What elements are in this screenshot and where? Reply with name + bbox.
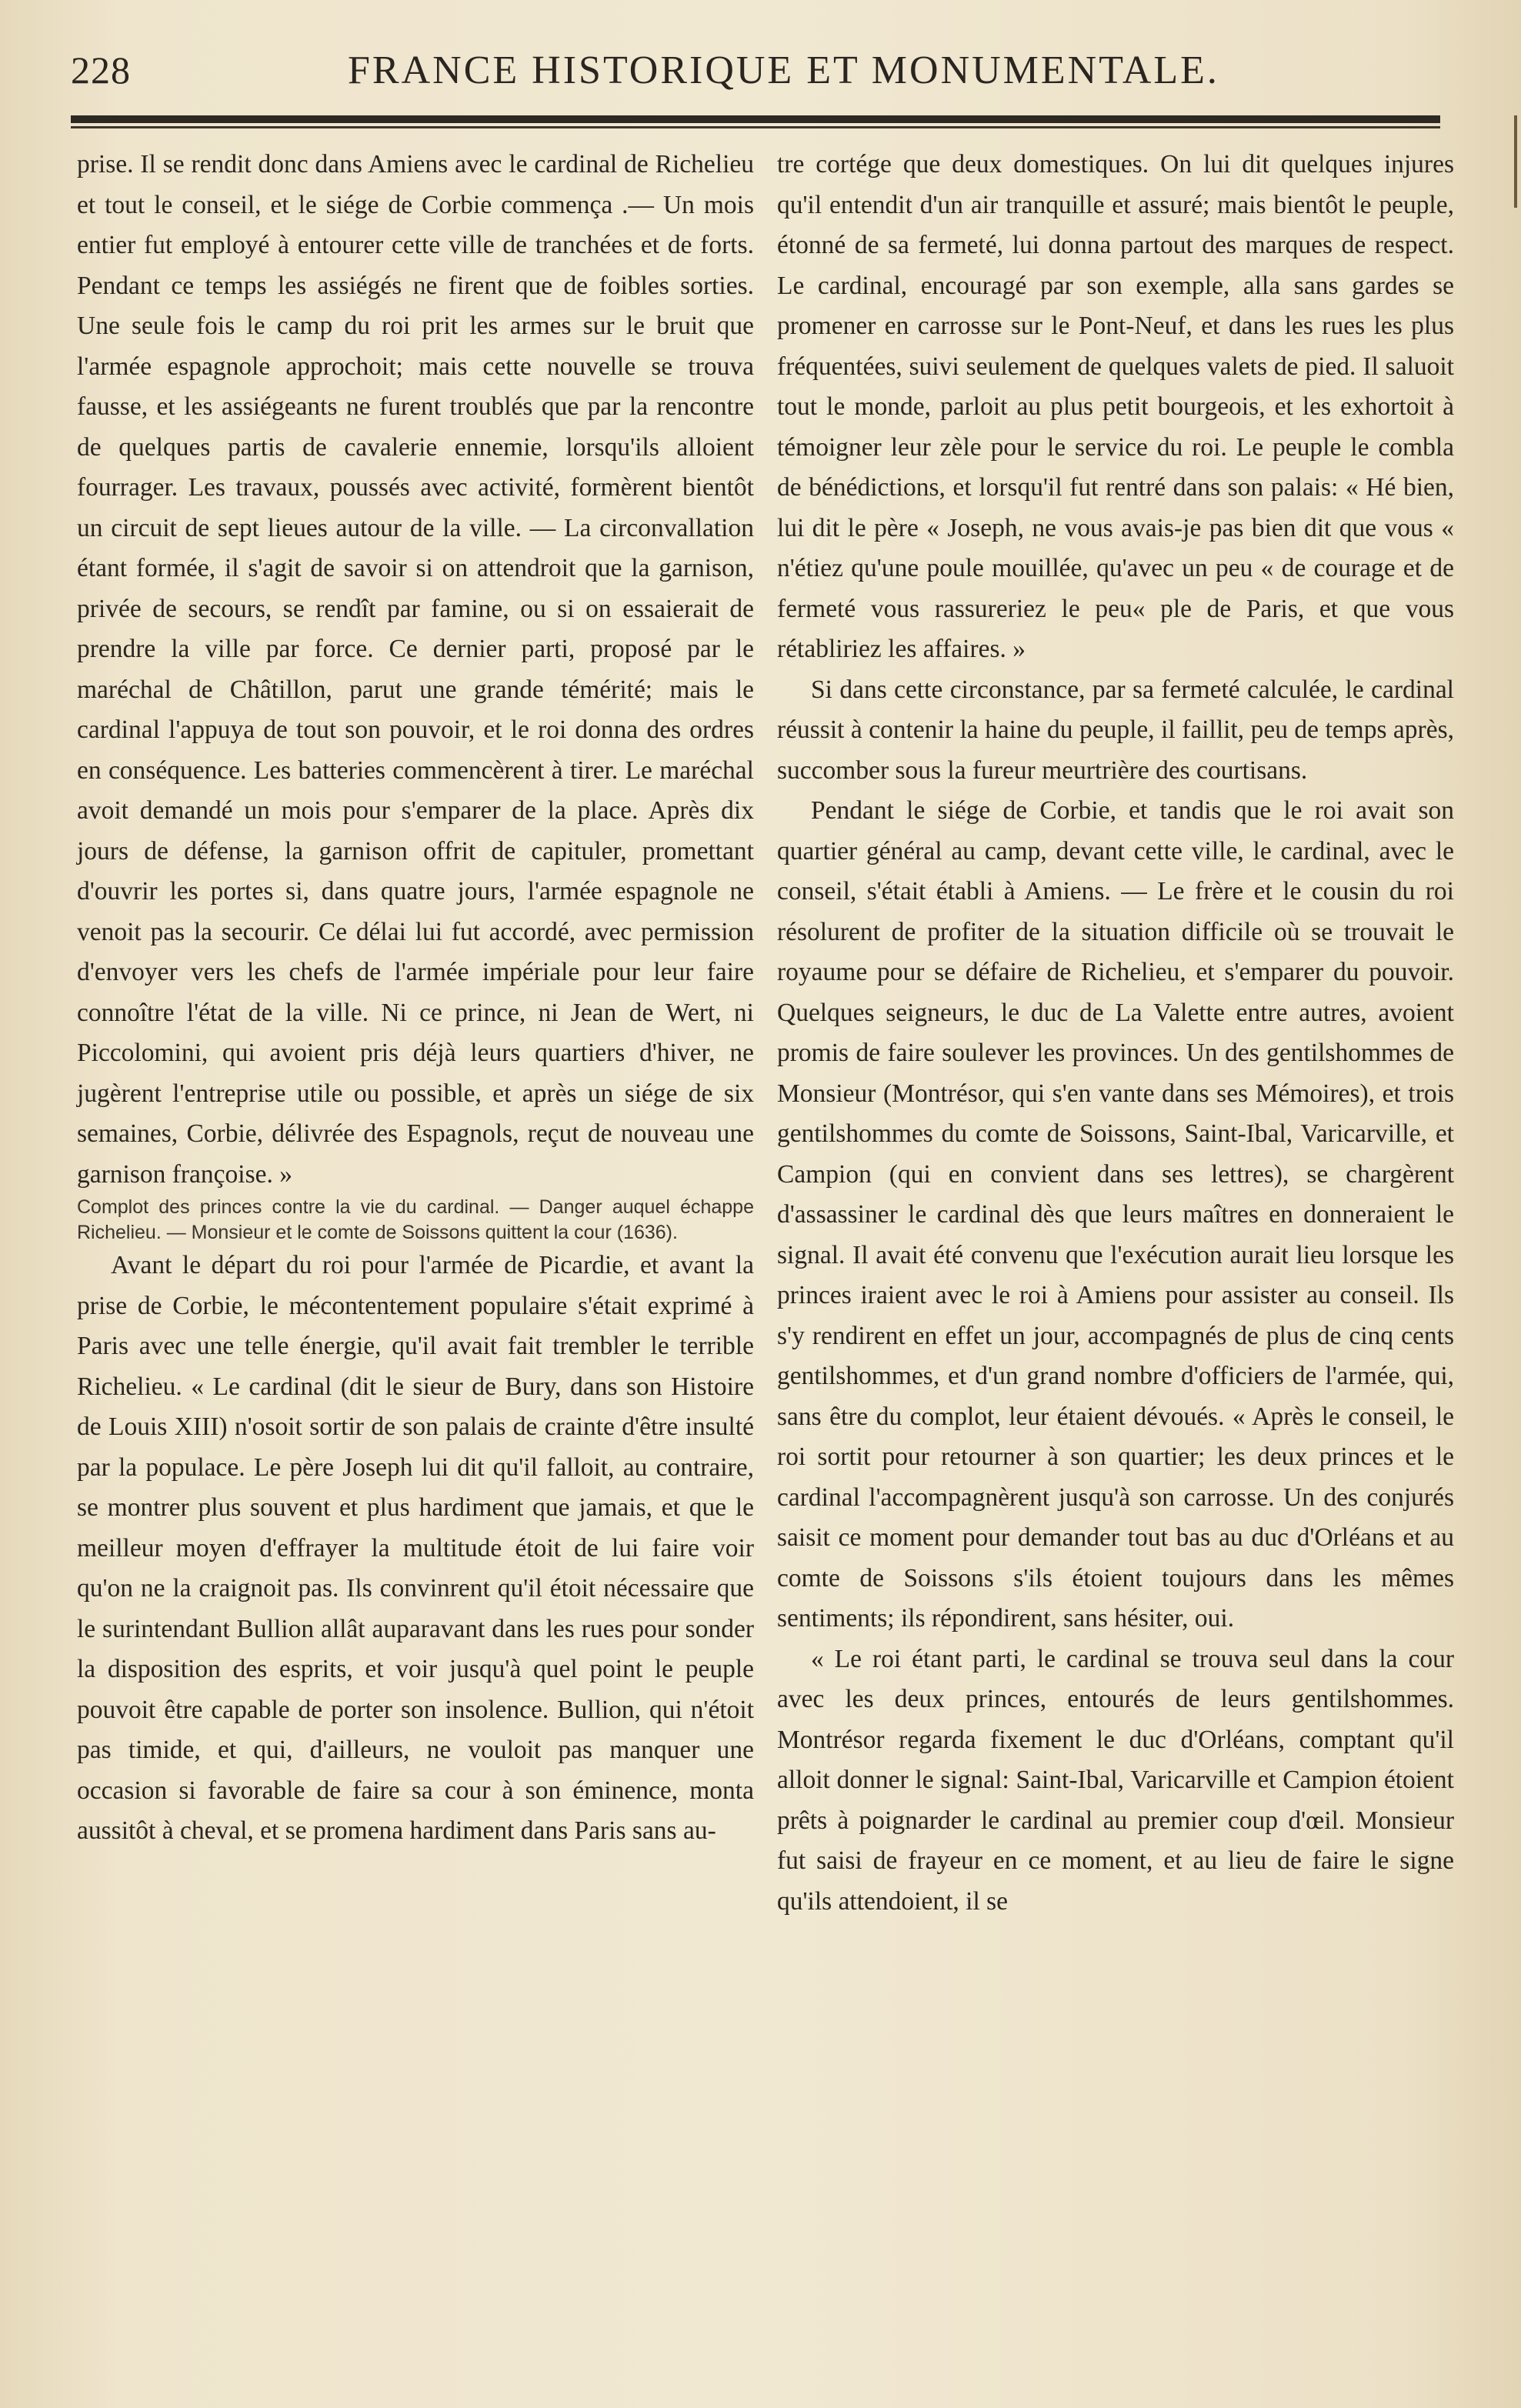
left-column: [77, 145, 754, 1852]
section-summary: Complot des princes contre la vie du cardinal. — Danger auquel échappe Richelieu. — Monsieur et le comte de Soissons quittent la cour (1636).: [77, 1196, 754, 1243]
header-rule-thick: [71, 115, 1440, 123]
header-rule-thin: [71, 126, 1440, 128]
right-paragraph-2: Si dans cette circonstance, par sa fermeté calculée, le cardinal réussit à contenir la haine du peuple, il faillit, peu de temps après, succomber sous la fureur meurtrière des courtisans.: [777, 675, 1454, 785]
page-number: 228: [71, 48, 131, 92]
right-paragraph-4: « Le roi étant parti, le cardinal se trouva seul dans la cour avec les deux princes, entourés de leurs gentilshommes. Montrésor regarda fixement le duc d'Orléans, comptant qu'il alloit donner le signal: Saint-Ibal, Varicarville et Campion étoient prêts à poignarder le cardinal au premier coup d'œil. Monsieur fut saisi de frayeur en ce moment, et au lieu de faire le signe qu'ils attendoient, il se: [777, 1644, 1454, 1916]
right-paragraph-3: Pendant le siége de Corbie, et tandis que le roi avait son quartier général au camp, devant cette ville, le cardinal, avec le conseil, s'était établi à Amiens. — Le frère et le cousin du roi résolurent de profiter de la situation difficile où se trouvait le royaume pour se défaire de Richelieu, et s'emparer du pouvoir. Quelques seigneurs, le duc de La Valette entre autres, avoient promis de faire soulever les provinces. Un des gentilshommes de Monsieur (Montrésor, qui s'en vante dans ses Mémoires), et trois gentilshommes du comte de Soissons, Saint-Ibal, Varicarville, et Campion (qui en convient dans ses lettres), se chargèrent d'assassiner le cardinal dès que leurs maîtres en donneraient le signal. Il avait été convenu que l'exécution aurait lieu lorsque les princes iraient avec le roi à Amiens pour assister au conseil. Ils s'y rendirent en effet un jour, accompagnés de plus de cinq cents gentilshommes, et d'un grand nombre d'officiers de l'armée, qui, sans être du complot, leur étaient dévoués. « Après le conseil, le roi sortit pour retourner à son quartier; les deux princes et le cardinal l'accompagnèrent jusqu'à son carrosse. Un des conjurés saisit ce moment pour demander tout bas au duc d'Orléans et au comte de Soissons s'ils étoient toujours dans les mêmes sentiments; ils répondirent, sans hésiter, oui.: [777, 796, 1454, 1633]
right-column: [777, 145, 1454, 1922]
left-paragraph-1: prise. Il se rendit donc dans Amiens avec le cardinal de Richelieu et tout le conseil, et le siége de Corbie commença .— Un mois entier fut employé à entourer cette ville de tranchées et de forts. Pendant ce temps les assiégés ne firent que de foibles sorties. Une seule fois le camp du roi prit les armes sur le bruit que l'armée espagnole approchoit; mais cette nouvelle se trouva fausse, et les assiégeants ne furent troublés que par la rencontre de quelques partis de cavalerie ennemie, lorsqu'ils alloient fourrager. Les travaux, poussés avec activité, formèrent bientôt un circuit de sept lieues autour de la ville. — La circonvallation étant formée, il s'agit de savoir si on attendroit que la garnison, privée de secours, se rendît par famine, ou si on essaierait de prendre la ville par force. Ce dernier parti, proposé par le maréchal de Châtillon, parut une grande témérité; mais le cardinal l'appuya de tout son pouvoir, et le roi donna des ordres en conséquence. Les batteries commencèrent à tirer. Le maréchal avoit demandé un mois pour s'emparer de la place. Après dix jours de défense, la garnison offrit de capituler, promettant d'ouvrir les portes si, dans quatre jours, l'armée espagnole ne venoit pas la secourir. Ce délai lui fut accordé, avec permission d'envoyer vers les chefs de l'armée impériale pour leur faire connoître l'état de la ville. Ni ce prince, ni Jean de Wert, ni Piccolomini, qui avoient pris déjà leurs quartiers d'hiver, ne jugèrent l'entreprise utile ou possible, et après un siége de six semaines, Corbie, délivrée des Espagnols, reçut de nouveau une garnison françoise. »: [77, 150, 754, 1189]
margin-mark: [1514, 115, 1517, 208]
left-paragraph-2: Avant le départ du roi pour l'armée de Picardie, et avant la prise de Corbie, le mécontentement populaire s'était exprimé à Paris avec une telle énergie, qu'il avait fait trembler le terrible Richelieu. « Le cardinal (dit le sieur de Bury, dans son Histoire de Louis XIII) n'osoit sortir de son palais de crainte d'être insulté par la populace. Le père Joseph lui dit qu'il falloit, au contraire, se montrer plus souvent et plus hardiment que jamais, et que le meilleur moyen d'effrayer la multitude étoit de lui faire voir qu'on ne la craignoit pas. Ils convinrent qu'il étoit nécessaire que le surintendant Bullion allât auparavant dans les rues pour sonder la disposition des esprits, et voir jusqu'à quel point le peuple pouvoit être capable de porter son insolence. Bullion, qui n'étoit pas timide, et qui, d'ailleurs, ne vouloit pas manquer une occasion si favorable de faire sa cour à son éminence, monta aussitôt à cheval, et se promena hardiment dans Paris sans au-: [77, 1251, 754, 1845]
page-header: [71, 48, 1448, 102]
running-title: FRANCE HISTORIQUE ET MONUMENTALE.: [348, 48, 1219, 92]
right-paragraph-1: tre cortége que deux domestiques. On lui dit quelques injures qu'il entendit d'un air tranquille et assuré; mais bientôt le peuple, étonné de sa fermeté, lui donna partout des marques de respect. Le cardinal, encouragé par son exemple, alla sans gardes se promener en carrosse sur le Pont-Neuf, et dans les rues les plus fréquentées, suivi seulement de quelques valets de pied. Il saluoit tout le monde, parloit au plus petit bourgeois, et les exhortoit à témoigner leur zèle pour le service du roi. Le peuple le combla de bénédictions, et lorsqu'il fut rentré dans son palais: « Hé bien, lui dit le père « Joseph, ne vous avais-je pas bien dit que vous « n'étiez qu'une poule mouillée, qu'avec un peu « de courage et de fermeté vous rassureriez le peu« ple de Paris, et que vous rétabliriez les affaires. »: [777, 150, 1454, 663]
